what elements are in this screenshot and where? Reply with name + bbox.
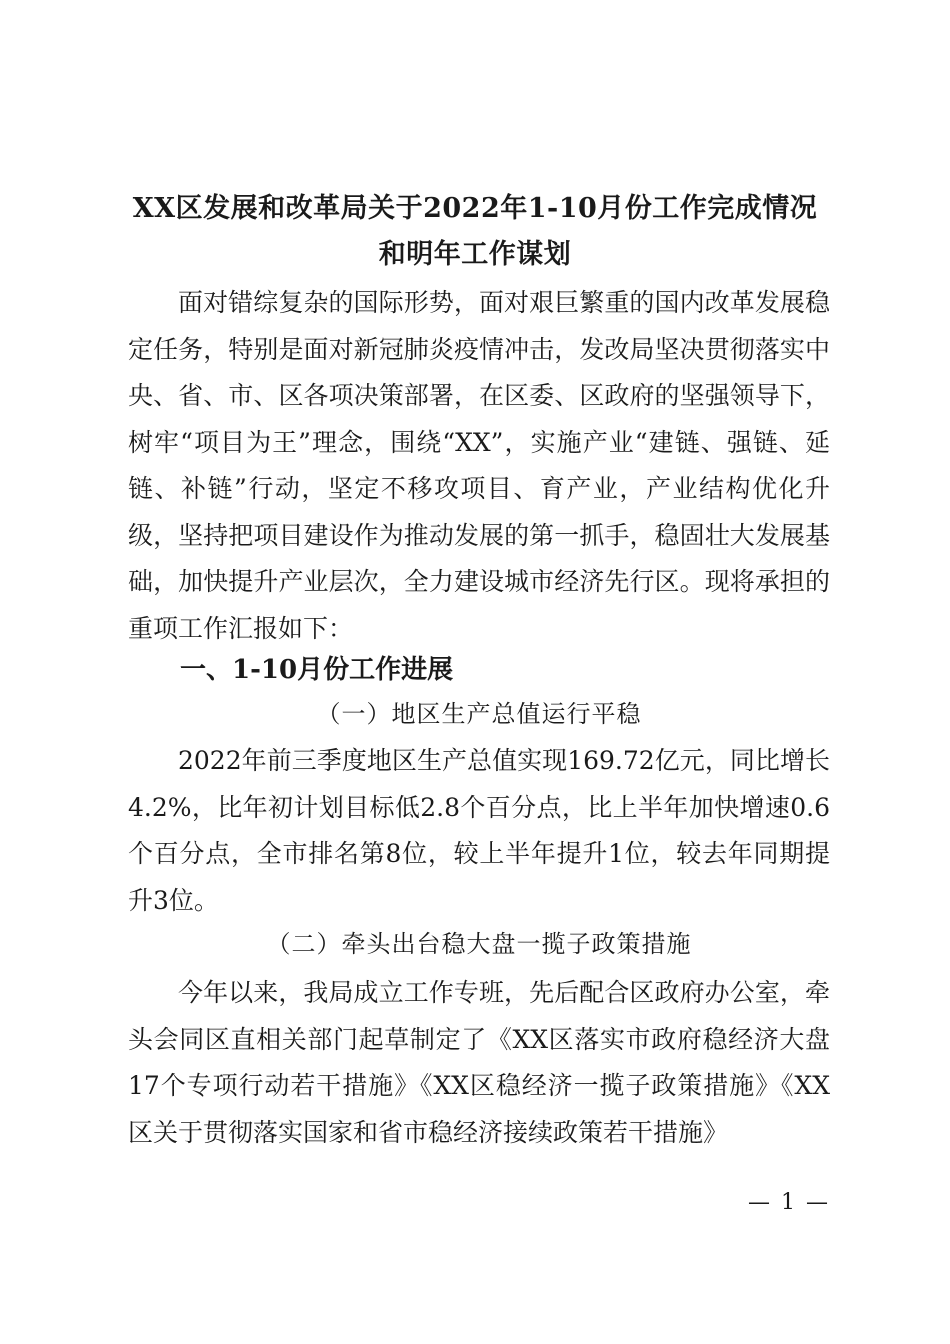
subsection-heading-policy: （二）牵头出台稳大盘一揽子政策措施 — [266, 930, 692, 958]
intro-block — [128, 280, 830, 652]
page-number: — 1 — — [748, 1190, 830, 1215]
document-title: XX区发展和改革局关于2022年1-10月份工作完成情况和明年工作谋划 — [132, 193, 818, 270]
subsection-heading-gdp: （一）地区生产总值运行平稳 — [316, 700, 642, 728]
section-heading-progress: 一、1-10月份工作进展 — [180, 655, 454, 685]
gdp-paragraph: 2022年前三季度地区生产总值实现169.72亿元，同比增长4.2%，比年初计划目标低2.8个百分点，比上半年加快增速0.6个百分点，全市排名第8位，较上半年提升1位，较去年同期提升3位。 — [128, 746, 830, 915]
policy-block — [128, 970, 830, 1156]
policy-paragraph: 今年以来，我局成立工作专班，先后配合区政府办公室，牵头会同区直相关部门起草制定了《XX区落实市政府稳经济大盘17个专项行动若干措施》《XX区稳经济一揽子政策措施》《XX区关于贯彻落实国家和省市稳经济接续政策若干措施》 — [128, 978, 830, 1147]
gdp-block — [128, 738, 830, 924]
intro-paragraph: 面对错综复杂的国际形势，面对艰巨繁重的国内改革发展稳定任务，特别是面对新冠肺炎疫情冲击，发改局坚决贯彻落实中央、省、市、区各项决策部署，在区委、区政府的坚强领导下，树牢“项目为王”理念，围绕“XX”，实施产业“建链、强链、延链、补链”行动，坚定不移攻项目、育产业，产业结构优化升级，坚持把项目建设作为推动发展的第一抓手，稳固壮大发展基础，加快提升产业层次，全力建设城市经济先行区。现将承担的重项工作汇报如下： — [128, 288, 830, 643]
